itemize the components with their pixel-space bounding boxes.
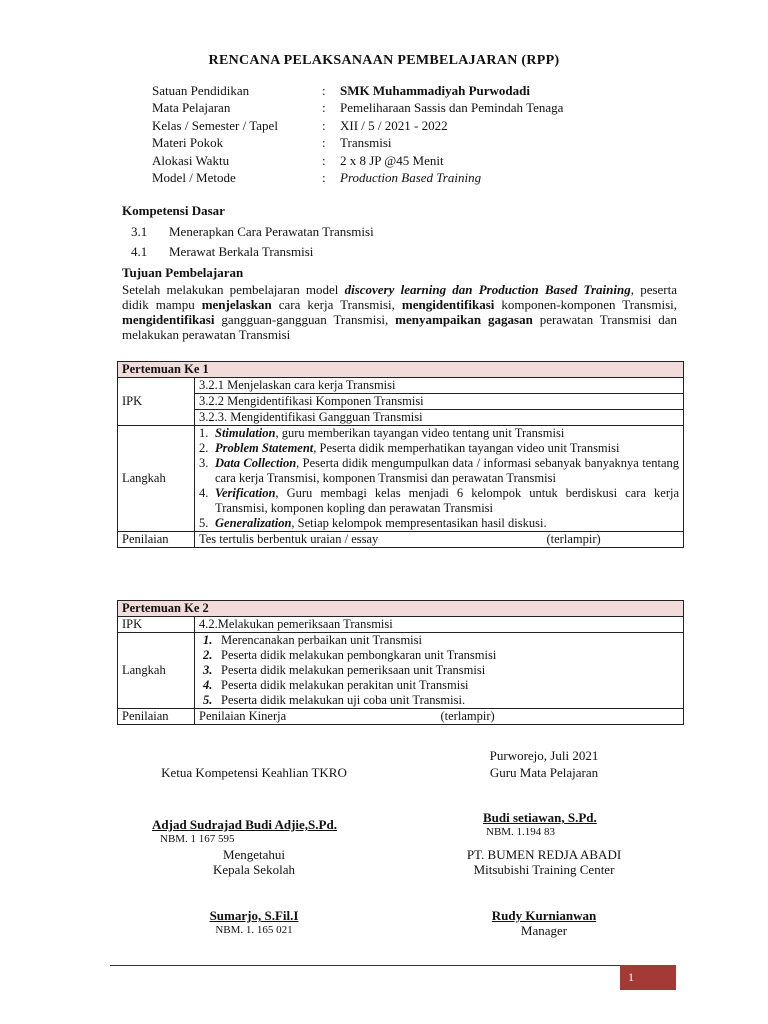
tujuan-text: perawatan Transmisi dan melakukan perawatan Transmisi xyxy=(122,312,678,342)
footer-divider xyxy=(110,965,676,966)
langkah-step xyxy=(199,693,679,708)
step-number: 4. xyxy=(203,678,213,692)
left-signatory-nbm: NBM. 1 167 595 xyxy=(160,833,235,845)
document-title: RENCANA PELAKSANAAN PEMBELAJARAN (RPP) xyxy=(208,53,560,68)
langkah-step xyxy=(199,516,679,531)
info-colon: : xyxy=(322,170,326,185)
ipk-item: 4.2.Melakukan pemeriksaan Transmisi xyxy=(195,617,684,633)
kd-text: Menerapkan Cara Perawatan Transmisi xyxy=(169,224,374,239)
langkah-step xyxy=(199,486,679,516)
kepsek-name: Sumarjo, S.Fil.I xyxy=(209,908,299,923)
penilaian-note: (terlampir) xyxy=(546,532,601,546)
langkah-step xyxy=(199,441,679,456)
step-text: , Guru membagi kelas menjadi 6 kelompok untuk berdiskusi cara kerja Transmisi, komponen kopling dan perawatan Transmisi xyxy=(215,486,679,515)
step-term: Verification xyxy=(215,486,276,500)
pertemuan-1-header: Pertemuan Ke 1 xyxy=(118,362,684,378)
info-label: Materi Pokok xyxy=(152,135,224,150)
langkah-step xyxy=(199,456,679,486)
penilaian-cell xyxy=(195,709,684,725)
step-text: , guru memberikan tayangan video tentang unit Transmisi xyxy=(275,426,565,440)
penilaian-cell xyxy=(195,532,684,548)
langkah-step xyxy=(199,633,679,648)
kepala-sekolah-label: Kepala Sekolah xyxy=(213,862,295,877)
penilaian-note: (terlampir) xyxy=(440,709,495,723)
tujuan-text: gangguan-gangguan Transmisi, xyxy=(214,312,396,327)
ipk-item: 3.2.2 Mengidentifikasi Komponen Transmisi xyxy=(195,394,683,410)
step-text: Merencanakan perbaikan unit Transmisi xyxy=(221,633,422,647)
step-text: Peserta didik melakukan pemeriksaan unit Transmisi xyxy=(221,663,486,677)
info-colon: : xyxy=(322,153,326,168)
manager-name: Rudy Kurnianwan xyxy=(491,908,597,923)
left-signatory-name: Adjad Sudrajad Budi Adjie,S.Pd. xyxy=(152,817,337,832)
step-number: 3. xyxy=(199,456,209,470)
kd-number: 3.1 xyxy=(131,224,148,239)
training-center: Mitsubishi Training Center xyxy=(473,862,615,877)
step-text: Peserta didik melakukan uji coba unit Transmisi. xyxy=(221,693,466,707)
penilaian-label: Penilaian xyxy=(118,709,195,725)
langkah-cell xyxy=(195,426,684,532)
right-signatory-name: Budi setiawan, S.Pd. xyxy=(483,810,597,825)
tujuan-emphasis: discovery learning dan Production Based Training xyxy=(344,282,631,297)
info-label: Mata Pelajaran xyxy=(152,100,231,115)
info-colon: : xyxy=(322,100,326,115)
ipk-label: IPK xyxy=(118,617,195,633)
step-number: 2. xyxy=(203,648,213,662)
step-text: Peserta didik melakukan perakitan unit Transmisi xyxy=(221,678,469,692)
penilaian-text: Tes tertulis berbentuk uraian / essay xyxy=(199,532,379,546)
page-number-badge xyxy=(620,965,676,990)
tujuan-text: Setelah melakukan pembelajaran model xyxy=(122,282,345,297)
ipk-item: 3.2.3. Mengidentifikasi Gangguan Transmisi xyxy=(199,410,423,424)
info-label: Model / Metode xyxy=(152,170,236,185)
tujuan-emphasis: mengidentifikasi xyxy=(401,297,495,312)
info-colon: : xyxy=(322,135,326,150)
tujuan-emphasis: menyampaikan gagasan xyxy=(395,312,533,327)
step-number: 1. xyxy=(203,633,213,647)
info-value: SMK Muhammadiyah Purwodadi xyxy=(340,83,530,98)
step-number: 4. xyxy=(199,486,209,500)
tujuan-emphasis: mengidentifikasi xyxy=(122,312,215,327)
company-name: PT. BUMEN REDJA ABADI xyxy=(466,847,622,862)
page-number: 1 xyxy=(628,970,634,984)
info-colon: : xyxy=(322,83,326,98)
tujuan-text: , peserta didik mampu xyxy=(122,282,678,312)
info-label: Kelas / Semester / Tapel xyxy=(152,118,278,133)
info-value: Production Based Training xyxy=(340,170,482,185)
pertemuan-1-table xyxy=(117,361,684,548)
info-value: Pemeliharaan Sassis dan Pemindah Tenaga xyxy=(340,100,564,115)
info-value: 2 x 8 JP @45 Menit xyxy=(340,153,444,168)
langkah-step xyxy=(199,678,679,693)
kompetensi-heading: Kompetensi Dasar xyxy=(122,203,225,218)
step-text: , Setiap kelompok mempresentasikan hasil diskusi. xyxy=(291,516,547,530)
langkah-label: Langkah xyxy=(118,633,195,709)
step-number: 3. xyxy=(203,663,213,677)
langkah-step xyxy=(199,663,679,678)
place-date: Purworejo, Juli 2021 xyxy=(489,748,599,763)
right-role: Guru Mata Pelajaran xyxy=(489,765,599,780)
step-term: Problem Statement xyxy=(215,441,314,455)
ipk-label: IPK xyxy=(118,378,195,426)
step-term: Data Collection xyxy=(215,456,297,470)
info-value: XII / 5 / 2021 - 2022 xyxy=(340,118,448,133)
langkah-cell xyxy=(195,633,684,709)
info-value: Transmisi xyxy=(340,135,392,150)
step-number: 5. xyxy=(203,693,213,707)
ipk-item: 3.2.1 Menjelaskan cara kerja Transmisi xyxy=(195,378,683,394)
step-text: , Peserta didik mengumpulkan data / informasi sebanyak banyaknya tentang cara kerja Transmisi, komponen Transmisi dan perawatan Transmisi xyxy=(215,456,679,485)
kd-text: Merawat Berkala Transmisi xyxy=(169,244,314,259)
step-text: Peserta didik melakukan pembongkaran unit Transmisi xyxy=(221,648,497,662)
tujuan-heading: Tujuan Pembelajaran xyxy=(122,265,244,280)
langkah-step xyxy=(199,648,679,663)
info-label: Alokasi Waktu xyxy=(152,153,230,168)
right-signatory-nbm: NBM. 1.194 83 xyxy=(486,826,556,838)
info-colon: : xyxy=(322,118,326,133)
step-number: 5. xyxy=(199,516,209,530)
step-number: 1. xyxy=(199,426,209,440)
pertemuan-2-header: Pertemuan Ke 2 xyxy=(118,601,684,617)
manager-role: Manager xyxy=(520,923,568,938)
info-label: Satuan Pendidikan xyxy=(152,83,250,98)
kepsek-nbm: NBM. 1. 165 021 xyxy=(215,924,293,936)
kd-number: 4.1 xyxy=(131,244,148,259)
left-role: Ketua Kompetensi Keahlian TKRO xyxy=(161,765,347,780)
step-term: Generalization xyxy=(215,516,292,530)
ipk-cell xyxy=(195,378,684,426)
penilaian-label: Penilaian xyxy=(118,532,195,548)
step-term: Stimulation xyxy=(215,426,276,440)
tujuan-paragraph xyxy=(122,282,677,342)
step-text: , Peserta didik memperhatikan tayangan video unit Transmisi xyxy=(313,441,620,455)
langkah-step xyxy=(199,426,679,441)
penilaian-text: Penilaian Kinerja xyxy=(199,709,287,723)
mengetahui-label: Mengetahui xyxy=(222,847,286,862)
step-number: 2. xyxy=(199,441,209,455)
pertemuan-2-table xyxy=(117,600,684,725)
langkah-label: Langkah xyxy=(118,426,195,532)
tujuan-text: komponen-komponen Transmisi, xyxy=(494,297,677,312)
tujuan-text: cara kerja Transmisi, xyxy=(271,297,402,312)
tujuan-emphasis: menjelaskan xyxy=(201,297,272,312)
